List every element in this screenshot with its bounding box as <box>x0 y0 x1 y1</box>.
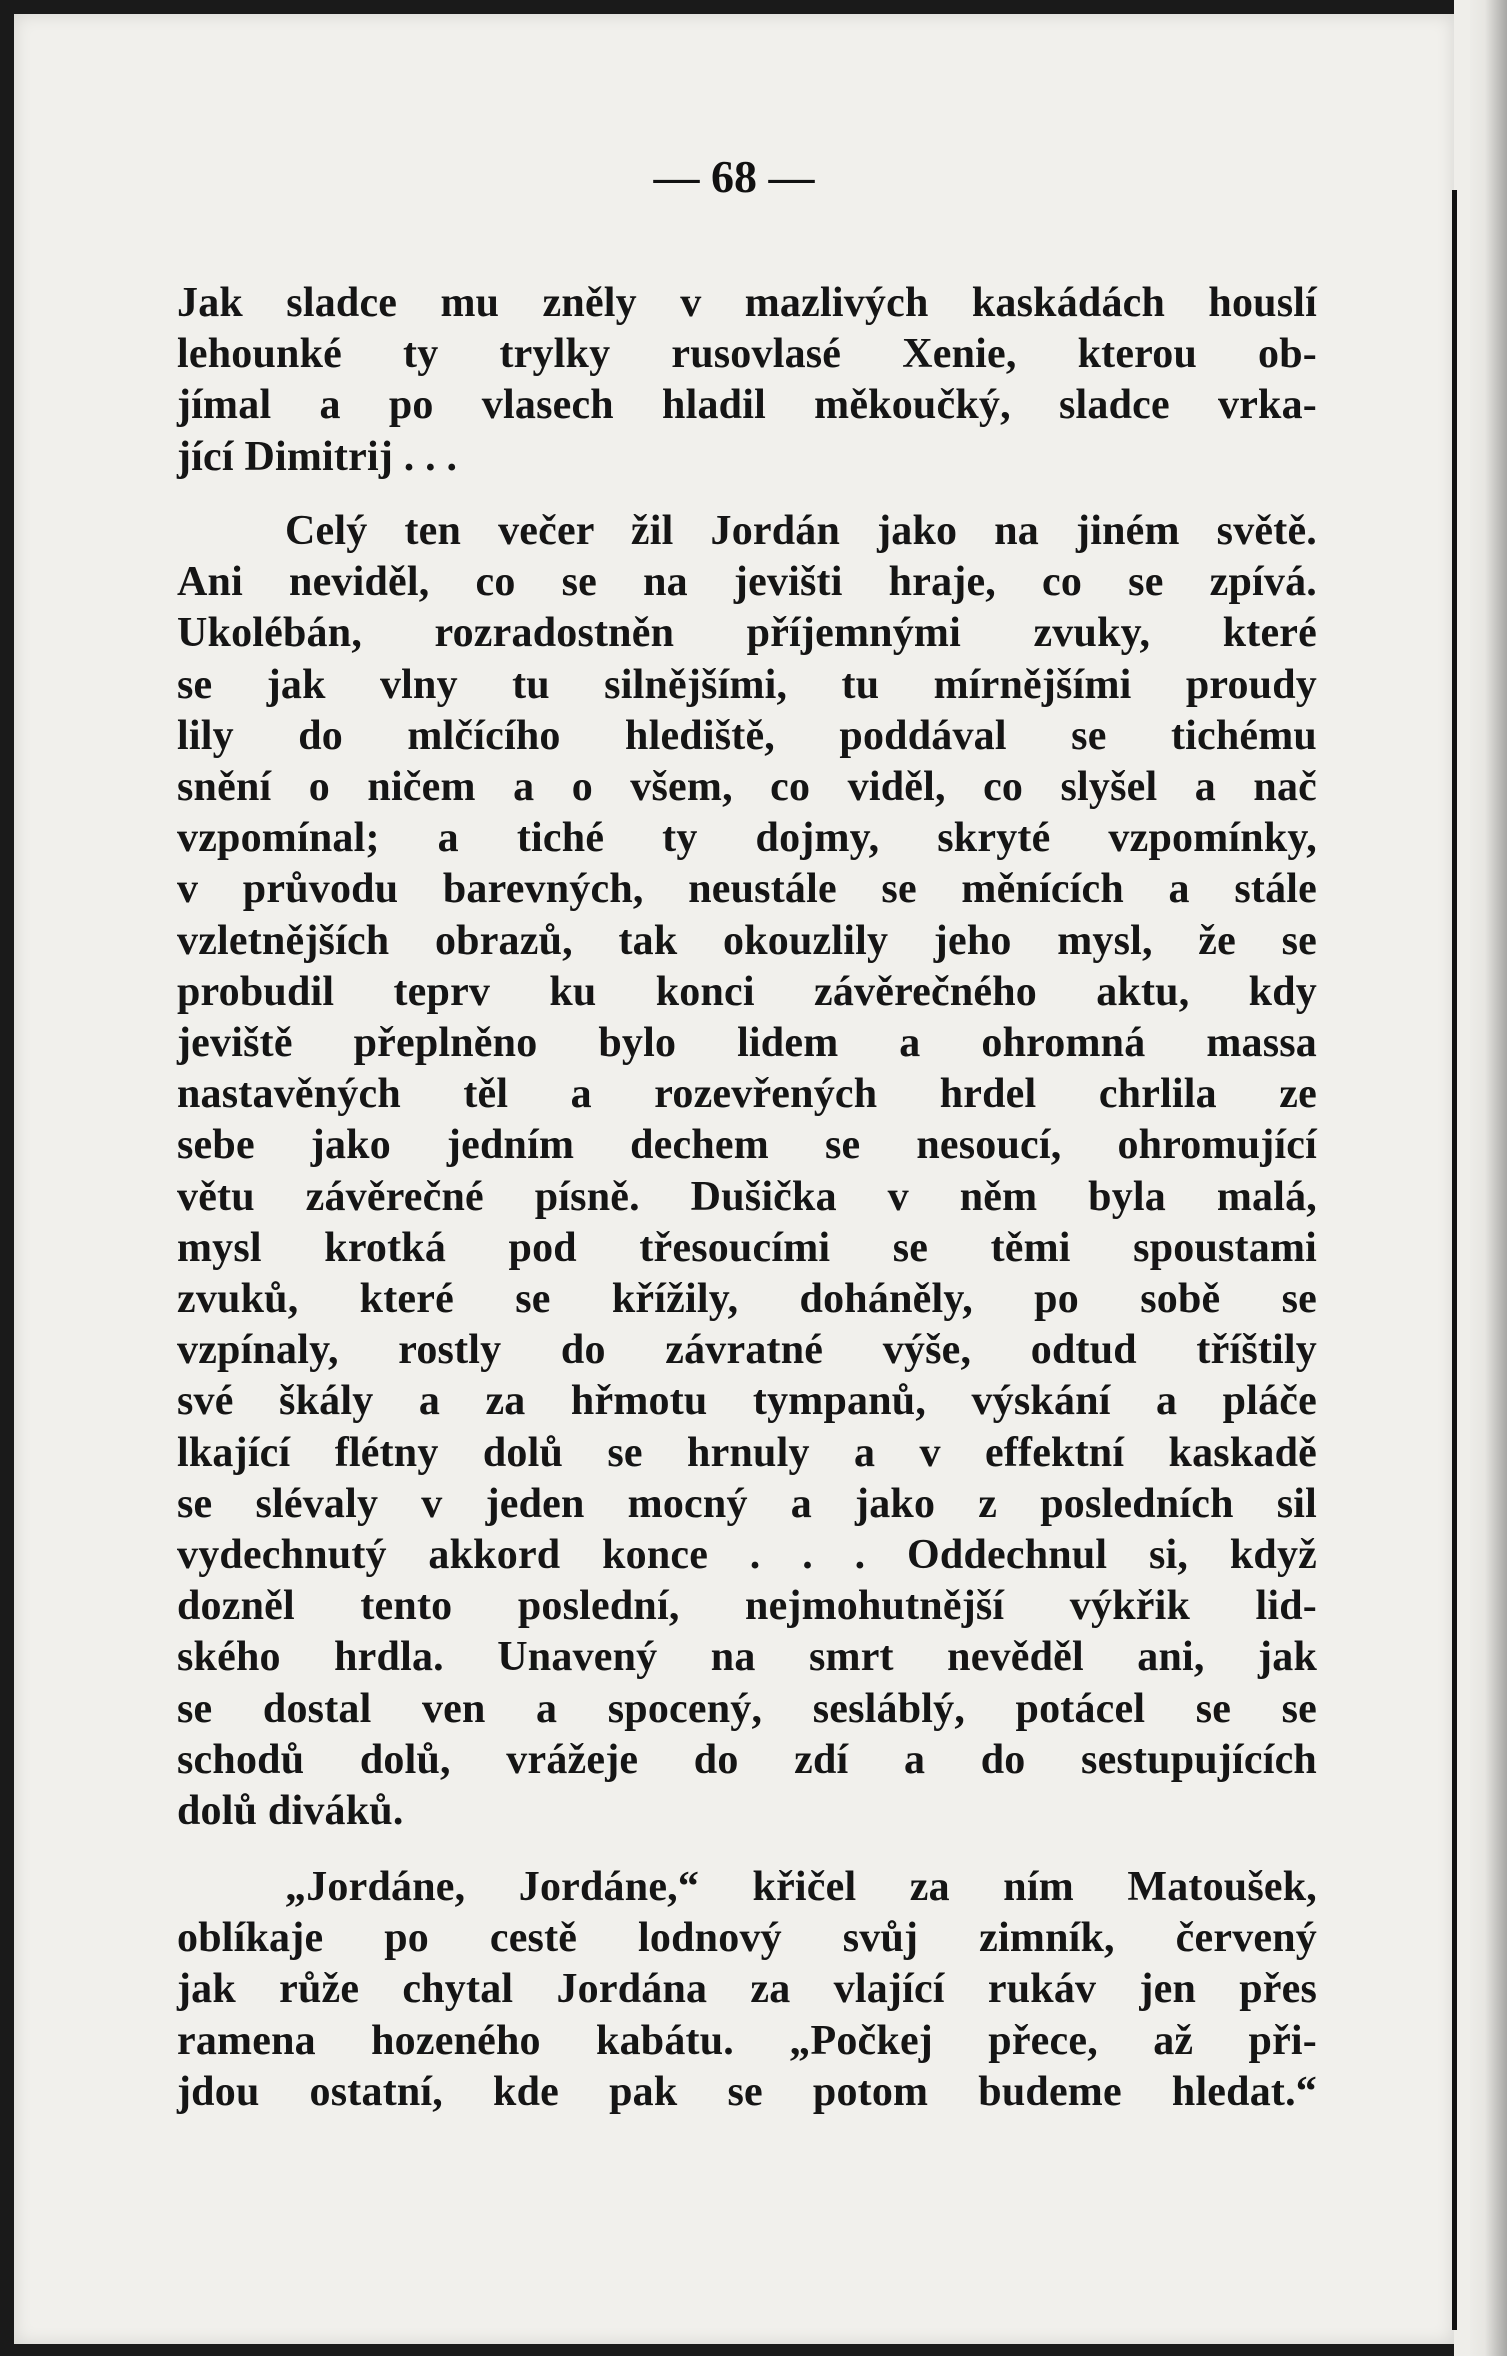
text-line: se jak vlny tu silnějšími, tu mírnějšími proudy <box>177 661 1317 708</box>
text-line: snění o ničem a o všem, co viděl, co slyšel a nač <box>177 764 1317 811</box>
text-line: ramena hozeného kabátu. „Počkej přece, až při- <box>177 2017 1317 2064</box>
text-line: lkající flétny dolů se hrnuly a v effektní kaskadě <box>177 1429 1317 1476</box>
text-line: vzletnějších obrazů, tak okouzlily jeho mysl, že se <box>177 917 1317 964</box>
text-line: Jak sladce mu zněly v mazlivých kaskádách houslí <box>177 280 1317 326</box>
text-line: Ukolébán, rozradostněn příjemnými zvuky, které <box>177 610 1317 657</box>
paragraph-1 <box>177 278 1317 483</box>
text-line: dolů diváků. <box>177 1788 404 1835</box>
text-line: jak růže chytal Jordána za vlající rukáv jen přes <box>177 1966 1317 2013</box>
text-line: mysl krotká pod třesoucími se těmi spoustami <box>177 1224 1317 1271</box>
text-line: jeviště přeplněno bylo lidem a ohromná massa <box>177 1020 1317 1067</box>
text-line: sebe jako jedním dechem se nesoucí, ohromující <box>177 1122 1317 1169</box>
text-line: jímal a po vlasech hladil měkoučký, sladce vrka- <box>177 382 1317 429</box>
binding-line <box>1452 190 1457 2330</box>
text-line: lehounké ty trylky rusovlasé Xenie, kterou ob- <box>177 331 1317 378</box>
paragraph-2 <box>177 506 1317 1837</box>
page-edge-shadow <box>1470 0 1507 2356</box>
text-line: jdou ostatní, kde pak se potom budeme hledat.“ <box>177 2068 1317 2115</box>
text-line: probudil teprv ku konci závěrečného aktu, kdy <box>177 968 1317 1015</box>
text-line: zvuků, které se křížily, doháněly, po sobě se <box>177 1276 1317 1323</box>
text-line: ského hrdla. Unavený na smrt nevěděl ani, jak <box>177 1634 1317 1681</box>
text-line: dozněl tento poslední, nejmohutnější výkřik lid- <box>177 1583 1317 1630</box>
text-line: vydechnutý akkord konce . . . Oddechnul si, když <box>177 1532 1317 1579</box>
text-line: „Jordáne, Jordáne,“ křičel za ním Matoušek, <box>285 1864 1317 1910</box>
text-line: v průvodu barevných, neustále se měnících a stále <box>177 866 1317 913</box>
text-line: své škály a za hřmotu tympanů, výskání a pláče <box>177 1378 1317 1425</box>
text-line: jící Dimitrij . . . <box>177 433 458 480</box>
text-line: větu závěrečné písně. Dušička v něm byla malá, <box>177 1173 1317 1220</box>
text-line: nastavěných těl a rozevřených hrdel chrlila ze <box>177 1071 1317 1118</box>
paragraph-3 <box>177 1862 1317 2118</box>
text-line: se slévaly v jeden mocný a jako z posledních sil <box>177 1480 1317 1527</box>
text-line: se dostal ven a spocený, sesláblý, potácel se se <box>177 1685 1317 1732</box>
text-line: oblíkaje po cestě lodnový svůj zimník, červený <box>177 1915 1317 1962</box>
page-number: — 68 — <box>653 151 815 202</box>
text-line: lily do mlčícího hlediště, poddával se tichému <box>177 712 1317 759</box>
text-line: Celý ten večer žil Jordán jako na jiném světě. <box>285 508 1317 554</box>
text-line: vzpínaly, rostly do závratné výše, odtud tříštily <box>177 1327 1317 1374</box>
text-line: Ani neviděl, co se na jevišti hraje, co se zpívá. <box>177 559 1317 606</box>
text-line: schodů dolů, vrážeje do zdí a do sestupujících <box>177 1736 1317 1783</box>
text-line: vzpomínal; a tiché ty dojmy, skryté vzpomínky, <box>177 815 1317 862</box>
